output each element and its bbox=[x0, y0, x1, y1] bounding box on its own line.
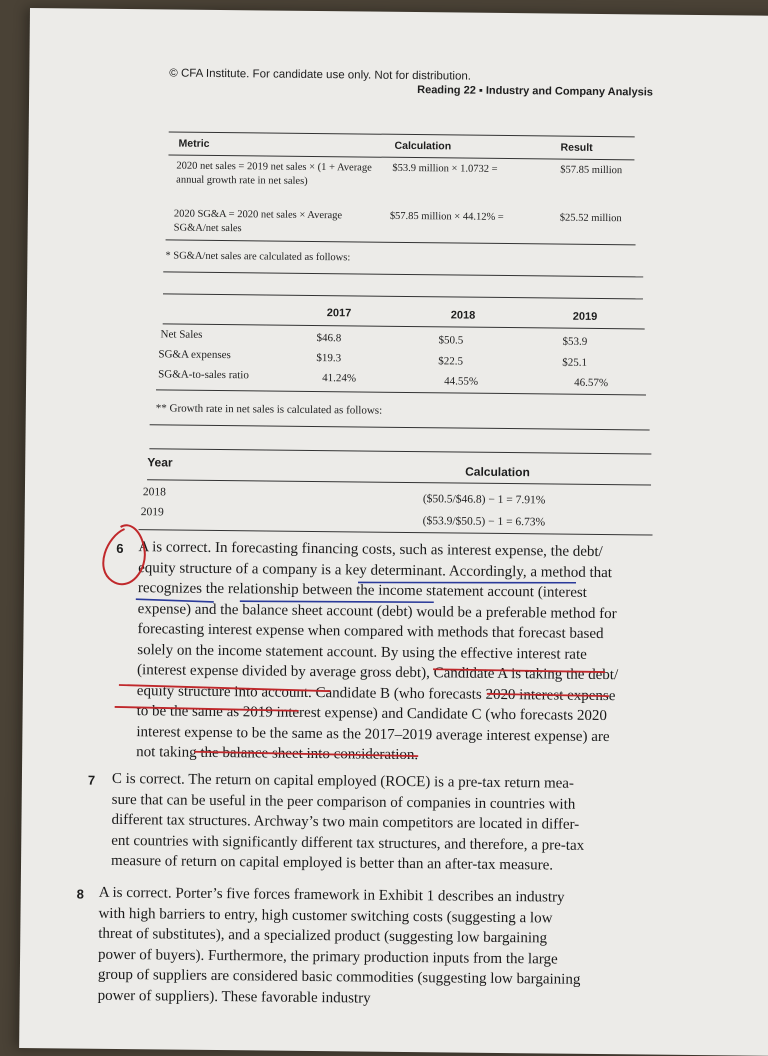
text-line: power of buyers). Furthermore, the primary production inputs from the large bbox=[98, 946, 558, 968]
table-cell: $46.8 bbox=[316, 332, 342, 345]
table-cell: 46.57% bbox=[574, 376, 609, 390]
text-line: A is correct. In forecasting financing costs, such as interest expense, the debt/ bbox=[138, 539, 603, 561]
text-line: (interest expense divided by average gross debt), Candidate A is taking the debt/ bbox=[136, 662, 619, 684]
text-line: A is correct. Porter’s five forces framework in Exhibit 1 describes an industry bbox=[98, 884, 565, 906]
text-line: interest expense to be the same as the 2017–2019 average interest expense) are bbox=[136, 723, 610, 745]
text-line: measure of return on capital employed is better than an after-tax measure. bbox=[110, 852, 554, 874]
text-line: not taking the balance sheet into consideration. bbox=[136, 744, 419, 764]
metric-cell: 2020 net sales = 2019 net sales × (1 + Average annual growth rate in net sales) bbox=[176, 160, 372, 187]
row-label: SG&A-to-sales ratio bbox=[158, 368, 249, 382]
text-line: threat of substitutes), and a specialized product (suggesting low bargaining bbox=[98, 925, 548, 947]
sga-header-rule bbox=[163, 323, 645, 329]
year-cell: 2018 bbox=[142, 486, 166, 499]
answer-number: 8 bbox=[76, 886, 85, 902]
sga-rule-1 bbox=[163, 271, 643, 277]
text-line: forecasting interest expense when compared with methods that forecast based bbox=[137, 621, 604, 643]
text-line: with high barriers to entry, high customer switching costs (suggesting a low bbox=[98, 905, 553, 927]
metric-cell: 2020 SG&A = 2020 net sales × Average SG&A/net sales bbox=[173, 208, 343, 235]
metric-header: Metric bbox=[178, 137, 210, 150]
text-line: expense) and the balance sheet account (debt) would be a preferable method for bbox=[137, 600, 617, 622]
calc-cell: ($53.9/$50.5) − 1 = 6.73% bbox=[422, 515, 546, 529]
growth-header-rule bbox=[147, 479, 651, 485]
calculation-header: Calculation bbox=[465, 464, 530, 480]
table-cell: $50.5 bbox=[438, 334, 464, 347]
text-line: ent countries with significantly different tax structures, and therefore, a pre-tax bbox=[111, 832, 585, 854]
growth-rule-1 bbox=[150, 424, 650, 430]
table-cell: $53.9 bbox=[562, 335, 588, 348]
result-header: Result bbox=[560, 141, 593, 154]
table-cell: $22.5 bbox=[438, 355, 464, 368]
calc-cell: ($50.5/$46.8) − 1 = 7.91% bbox=[422, 493, 546, 507]
year-header: Year bbox=[147, 455, 173, 470]
year-header-2019: 2019 bbox=[572, 310, 598, 323]
text-line: group of suppliers are considered basic commodities (suggesting low bargaining bbox=[97, 966, 581, 988]
text-line: equity structure of a company is a key determinant. Accordingly, a method that bbox=[138, 559, 613, 581]
answer-number: 7 bbox=[87, 772, 96, 788]
year-header-2018: 2018 bbox=[450, 309, 476, 322]
text-line: recognizes the relationship between the income statement account (interest bbox=[137, 580, 587, 601]
table-cell: $19.3 bbox=[316, 352, 342, 365]
sga-rule-2 bbox=[163, 293, 643, 299]
result-cell: $25.52 million bbox=[559, 212, 622, 225]
copyright-line: © CFA Institute. For candidate use only. Not for distribution. bbox=[169, 67, 472, 83]
text-line: sure that can be useful in the peer comparison of companies in countries with bbox=[111, 791, 576, 813]
growth-footnote: ** Growth rate in net sales is calculated as follows: bbox=[155, 402, 383, 417]
growth-rule-2 bbox=[149, 448, 651, 454]
answer-7-text bbox=[111, 769, 702, 878]
answer-8-text bbox=[98, 883, 699, 1012]
calculation-cell: $53.9 million × 1.0732 = bbox=[392, 162, 498, 175]
year-header-2017: 2017 bbox=[326, 307, 352, 320]
calculation-header: Calculation bbox=[394, 139, 452, 153]
result-cell: $57.85 million bbox=[560, 164, 623, 177]
text-line: different tax structures. Archway’s two main competitors are located in differ- bbox=[111, 811, 580, 833]
table-cell: 41.24% bbox=[322, 372, 357, 385]
table-bottom-rule bbox=[166, 239, 636, 245]
sga-bottom-rule bbox=[156, 389, 646, 395]
table-cell: $25.1 bbox=[562, 356, 588, 369]
answer-6-text bbox=[136, 537, 698, 768]
sga-footnote: * SG&A/net sales are calculated as follows: bbox=[165, 250, 351, 264]
text-line: to be the same as 2019 interest expense) and Candidate C (who forecasts 2020 bbox=[136, 703, 607, 725]
reading-title: Reading 22 ▪ Industry and Company Analysis bbox=[417, 84, 653, 99]
text-line: C is correct. The return on capital employed (ROCE) is a pre-tax return mea- bbox=[111, 770, 575, 792]
text-line: solely on the income statement account. By using the effective interest rate bbox=[137, 641, 587, 663]
growth-bottom-rule bbox=[139, 529, 653, 535]
table-top-rule bbox=[169, 131, 635, 137]
book-page bbox=[19, 8, 768, 1056]
row-label: SG&A expenses bbox=[158, 348, 231, 362]
row-label: Net Sales bbox=[160, 328, 203, 341]
table-cell: 44.55% bbox=[444, 375, 479, 388]
text-line: equity structure into account. Candidate B (who forecasts 2020 interest expense bbox=[136, 682, 616, 704]
calculation-cell: $57.85 million × 44.12% = bbox=[389, 210, 504, 223]
year-cell: 2019 bbox=[140, 506, 164, 519]
text-line: power of suppliers). These favorable industry bbox=[97, 987, 371, 1007]
answer-number: 6 bbox=[116, 540, 124, 557]
